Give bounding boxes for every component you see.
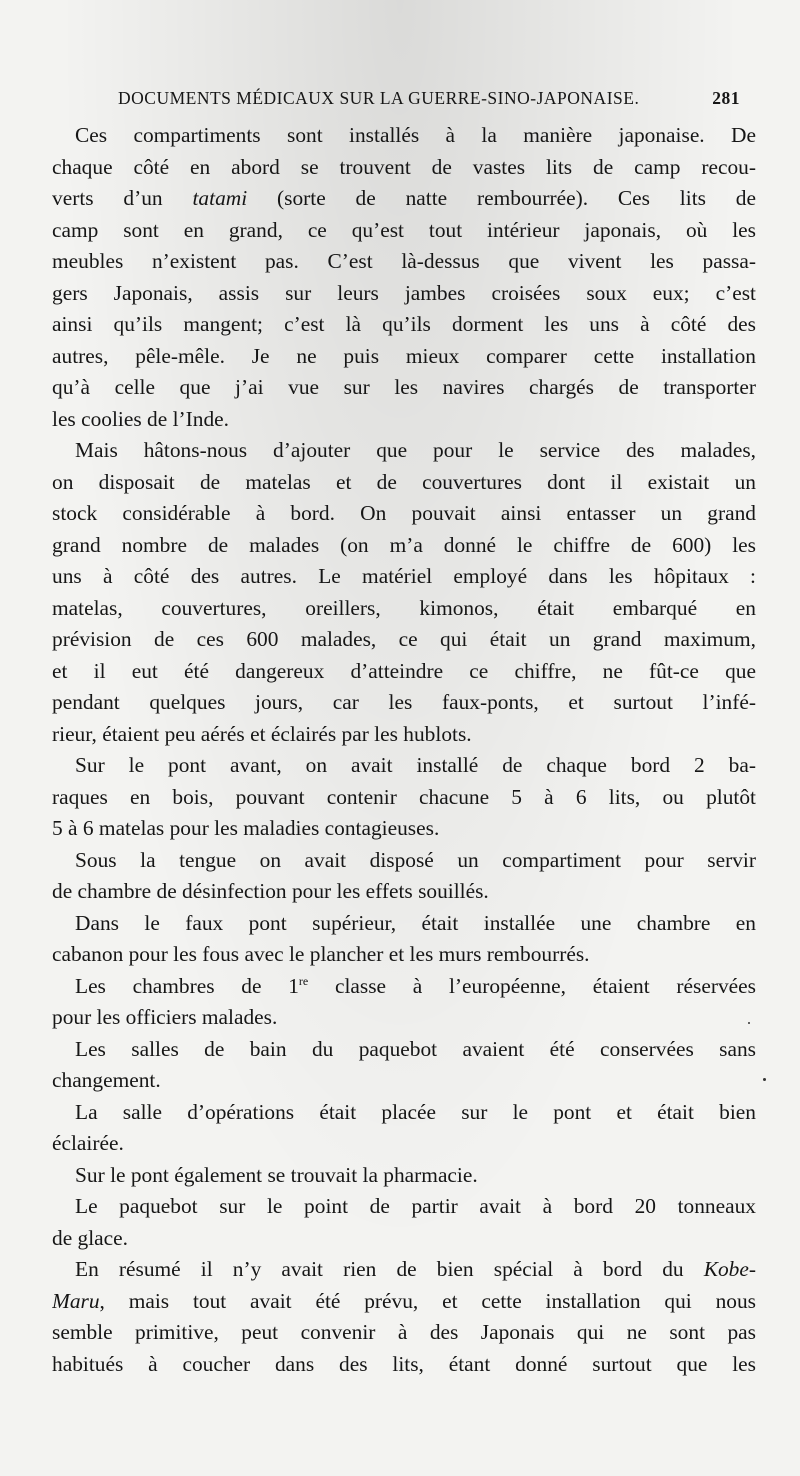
text-line <box>52 152 756 184</box>
text-run: Ces compartiments sont installés à la manière japonaise. De <box>75 123 756 147</box>
text-line <box>52 876 756 908</box>
text-run: En résumé il n’y avait rien de bien spécial à bord du <box>75 1257 704 1281</box>
text-run: stock considérable à bord. On pouvait ainsi entasser un grand <box>52 501 756 525</box>
text-run: Les salles de bain du paquebot avaient été conservées sans <box>75 1036 756 1061</box>
text-line <box>52 908 756 940</box>
paragraph <box>52 1254 756 1380</box>
text-line <box>52 1034 756 1066</box>
text-line <box>52 1065 756 1097</box>
text-run: 5 à 6 matelas pour les maladies contagieuses. <box>52 816 440 840</box>
text-line <box>52 782 756 814</box>
page-number: 281 <box>712 88 740 108</box>
text-line <box>52 372 756 404</box>
paragraph <box>52 120 756 435</box>
text-line <box>52 1097 756 1129</box>
text-line <box>52 1160 756 1192</box>
ink-speck <box>763 1078 766 1081</box>
text-run: Sur le pont avant, on avait installé de chaque bord 2 ba- <box>75 753 756 777</box>
text-run: classe à l’européenne, étaient réservées <box>308 973 756 998</box>
ink-speck <box>748 1022 750 1024</box>
text-run: pour les officiers malades. <box>52 1005 278 1029</box>
text-run: pendant quelques jours, car les faux-ponts, et surtout l’infé- <box>52 690 756 714</box>
text-run: prévision de ces 600 malades, ce qui était un grand maximum, <box>52 627 756 651</box>
text-run: Kobe- <box>703 1257 756 1281</box>
text-line <box>52 530 756 562</box>
text-line <box>52 624 756 656</box>
text-run: on disposait de matelas et de couvertures dont il existait un <box>52 469 756 494</box>
text-run: gers Japonais, assis sur leurs jambes croisées soux eux; c’est <box>52 280 756 305</box>
text-line <box>52 719 756 751</box>
text-line <box>52 120 756 152</box>
text-run: semble primitive, peut convenir à des Japonais qui ne sont pas <box>52 1320 756 1344</box>
text-run: habitués à coucher dans des lits, étant donné surtout que les <box>52 1351 756 1376</box>
paragraph <box>52 845 756 908</box>
text-run: ainsi qu’ils mangent; c’est là qu’ils dorment les uns à côté des <box>52 312 756 336</box>
text-run: camp sont en grand, ce qu’est tout intérieur japonais, où les <box>52 217 756 242</box>
text-run: changement. <box>52 1068 161 1092</box>
text-line <box>52 1349 756 1381</box>
text-run: tatami <box>192 186 248 210</box>
text-run: La salle d’opérations était placée sur le pont et était bien <box>75 1099 756 1124</box>
text-run: uns à côté des autres. Le matériel employé dans les hôpitaux : <box>52 564 756 588</box>
text-run: re <box>298 973 309 988</box>
text-run: grand nombre de malades (on m’a donné le chiffre de 600) les <box>52 532 756 557</box>
text-line <box>52 813 756 845</box>
text-line <box>52 467 756 499</box>
text-line <box>52 1254 756 1286</box>
text-run: de chambre de désinfection pour les effets souillés. <box>52 879 489 903</box>
text-line <box>52 1002 756 1034</box>
text-run: les coolies de l’Inde. <box>52 406 230 431</box>
text-run: Mais hâtons-nous d’ajouter que pour le service des malades, <box>75 438 756 462</box>
text-line <box>52 1128 756 1160</box>
text-line <box>52 656 756 688</box>
text-line <box>52 246 756 278</box>
text-line <box>52 435 756 467</box>
text-run: rieur, étaient peu aérés et éclairés par les hublots. <box>52 721 472 746</box>
text-run: Le paquebot sur le point de partir avait à bord 20 tonneaux <box>75 1194 756 1218</box>
text-line <box>52 593 756 625</box>
text-line <box>52 561 756 593</box>
text-run: de glace. <box>52 1225 129 1250</box>
text-run: Les chambres de 1 <box>75 973 299 998</box>
paragraph <box>52 1191 756 1254</box>
text-run: Maru <box>52 1288 100 1313</box>
text-run: Dans le faux pont supérieur, était installée une chambre en <box>75 910 756 935</box>
text-line <box>52 309 756 341</box>
text-run: , mais tout avait été prévu, et cette installation qui nous <box>99 1288 756 1313</box>
paragraph <box>52 435 756 750</box>
text-line <box>52 215 756 247</box>
running-title: DOCUMENTS MÉDICAUX SUR LA GUERRE-SINO-JAPONAISE. <box>118 88 640 108</box>
text-run: qu’à celle que j’ai vue sur les navires chargés de transporter <box>52 375 756 399</box>
text-run: chaque côté en abord se trouvent de vastes lits de camp recou- <box>52 154 756 179</box>
text-run: éclairée. <box>52 1131 124 1155</box>
text-run: matelas, couvertures, oreillers, kimonos, était embarqué en <box>52 595 756 620</box>
text-line <box>52 687 756 719</box>
text-run: meubles n’existent pas. C’est là-dessus que vivent les passa- <box>52 249 756 273</box>
paragraph <box>52 1097 756 1160</box>
paragraph <box>52 971 756 1034</box>
text-line <box>52 939 756 971</box>
paragraph <box>52 1034 756 1097</box>
text-line <box>52 1317 756 1349</box>
running-head <box>118 88 740 112</box>
text-run: autres, pêle-mêle. Je ne puis mieux comparer cette installation <box>52 343 756 368</box>
text-run: Sous la tengue on avait disposé un compartiment pour servir <box>75 847 756 872</box>
text-line <box>52 1223 756 1255</box>
text-run: Sur le pont également se trouvait la pharmacie. <box>75 1162 478 1187</box>
text-line <box>52 750 756 782</box>
text-run: (sorte de natte rembourrée). Ces lits de <box>247 186 756 210</box>
paragraph <box>52 1160 756 1192</box>
text-run: et il eut été dangereux d’atteindre ce chiffre, ne fût-ce que <box>52 658 756 683</box>
body-text <box>52 120 756 1380</box>
paragraph <box>52 750 756 845</box>
text-run: raques en bois, pouvant contenir chacune 5 à 6 lits, ou plutôt <box>52 784 756 809</box>
text-line <box>52 404 756 436</box>
text-run: cabanon pour les fous avec le plancher et les murs rembourrés. <box>52 942 590 966</box>
text-line <box>52 971 756 1003</box>
text-line <box>52 278 756 310</box>
text-line <box>52 1286 756 1318</box>
paragraph <box>52 908 756 971</box>
text-line <box>52 341 756 373</box>
text-line <box>52 498 756 530</box>
text-line <box>52 845 756 877</box>
text-line <box>52 1191 756 1223</box>
text-run: verts d’un <box>52 186 193 210</box>
text-line <box>52 183 756 215</box>
